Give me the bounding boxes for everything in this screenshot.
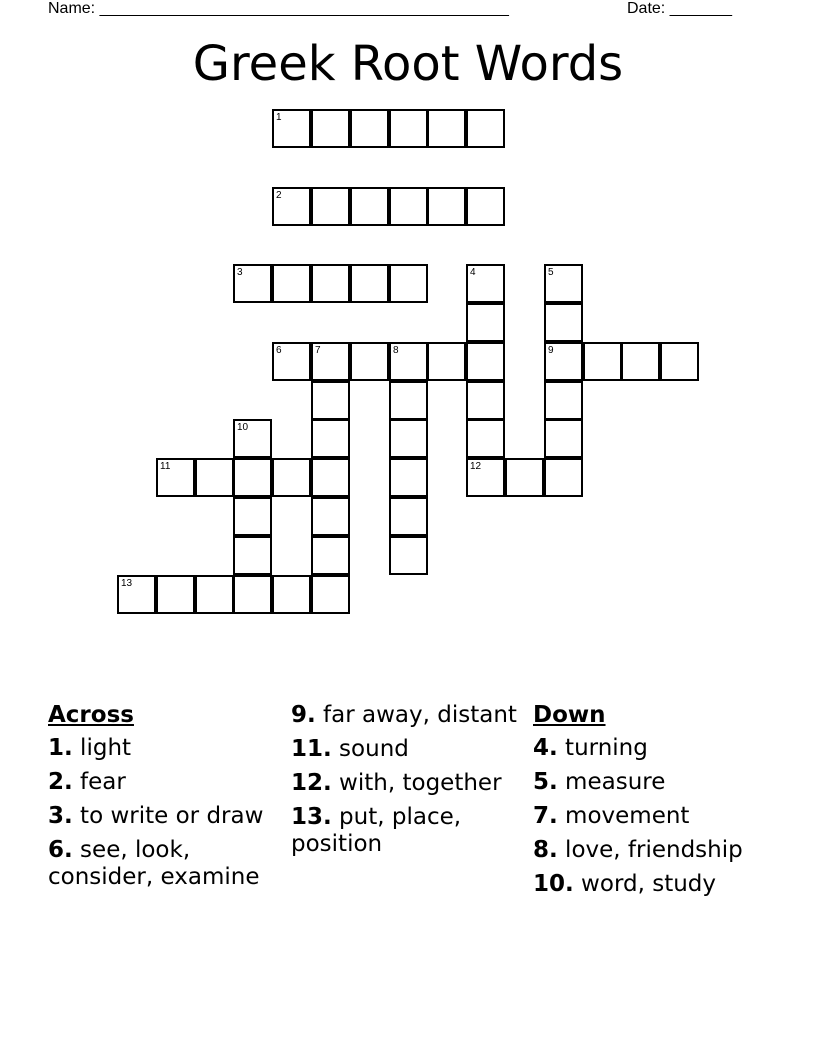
down-clue-5 [533,769,769,796]
grid-cell[interactable] [311,497,350,536]
grid-cell[interactable] [117,575,156,614]
grid-cell[interactable] [466,458,505,497]
across-clues-column-2 [291,702,527,865]
across-clue-13 [291,804,527,858]
grid-cell[interactable] [272,264,311,303]
clue-number-label: 6 [276,345,282,356]
grid-cell[interactable] [311,187,350,226]
grid-cell[interactable] [466,419,505,458]
clue-text: fear [72,769,126,795]
clue-number: 9. [291,702,316,728]
clue-number-label: 2 [276,190,282,201]
grid-cell[interactable] [272,575,311,614]
grid-cell[interactable] [389,381,428,420]
clue-number: 4. [533,735,558,761]
grid-cell[interactable] [195,458,234,497]
clue-text: put, place, position [291,804,462,857]
clue-number: 3. [48,803,73,829]
clue-number-label: 12 [470,461,482,472]
down-clue-10 [533,871,769,898]
grid-cell[interactable] [466,303,505,342]
grid-cell[interactable] [272,109,311,148]
clue-number-label: 7 [315,345,321,356]
grid-cell[interactable] [272,458,311,497]
clue-text: measure [557,769,666,795]
grid-cell[interactable] [389,109,428,148]
grid-cell[interactable] [311,109,350,148]
grid-cell[interactable] [311,575,350,614]
grid-cell[interactable] [311,342,350,381]
grid-cell[interactable] [389,536,428,575]
grid-cell[interactable] [233,497,272,536]
grid-cell[interactable] [544,264,583,303]
clue-text: sound [331,736,409,762]
grid-cell[interactable] [311,458,350,497]
grid-cell[interactable] [466,187,505,226]
grid-cell[interactable] [466,109,505,148]
across-clue-12 [291,770,527,797]
clue-text: with, together [331,770,502,796]
grid-cell[interactable] [505,458,544,497]
grid-cell[interactable] [272,187,311,226]
grid-cell[interactable] [544,419,583,458]
grid-cell[interactable] [544,303,583,342]
grid-cell[interactable] [350,342,389,381]
clue-number-label: 4 [470,267,476,278]
clue-text: light [72,735,132,761]
grid-cell[interactable] [427,187,466,226]
clue-text: see, look, consider, examine [48,837,260,890]
grid-cell[interactable] [621,342,660,381]
clue-number-label: 5 [548,267,554,278]
grid-cell[interactable] [272,342,311,381]
down-clue-7 [533,803,769,830]
clue-text: movement [557,803,690,829]
clue-number-label: 11 [160,461,171,472]
grid-cell[interactable] [195,575,234,614]
grid-cell[interactable] [544,342,583,381]
across-clue-1 [48,735,284,762]
grid-cell[interactable] [544,458,583,497]
down-clues-column [533,702,769,905]
clue-number-label: 13 [121,578,133,589]
clue-number: 7. [533,803,558,829]
grid-cell[interactable] [311,536,350,575]
name-field-line: Name: ______________________________________________ [48,0,509,17]
grid-cell[interactable] [233,575,272,614]
grid-cell[interactable] [466,342,505,381]
clue-number-label: 9 [548,345,554,356]
across-clue-3 [48,803,284,830]
clue-number: 5. [533,769,558,795]
grid-cell[interactable] [660,342,699,381]
grid-cell[interactable] [156,575,195,614]
clue-number: 8. [533,837,558,863]
clue-text: far away, distant [315,702,517,728]
clue-number: 6. [48,837,73,863]
clue-number: 2. [48,769,73,795]
clue-number: 1. [48,735,73,761]
clue-number: 12. [291,770,332,796]
clue-number-label: 8 [393,345,399,356]
grid-cell[interactable] [466,264,505,303]
grid-cell[interactable] [350,187,389,226]
grid-cell[interactable] [233,264,272,303]
grid-cell[interactable] [544,381,583,420]
grid-cell[interactable] [156,458,195,497]
grid-cell[interactable] [311,381,350,420]
across-clues-column-1 [48,702,284,898]
grid-cell[interactable] [311,419,350,458]
grid-cell[interactable] [350,264,389,303]
clue-number: 11. [291,736,332,762]
clue-text: love, friendship [557,837,743,863]
grid-cell[interactable] [466,381,505,420]
date-field-line: Date: _______ [627,0,732,17]
grid-cell[interactable] [233,458,272,497]
down-heading: Down [533,702,606,728]
clue-number-label: 10 [237,422,249,433]
clue-text: turning [557,735,648,761]
across-clue-2 [48,769,284,796]
grid-cell[interactable] [427,109,466,148]
clue-number: 10. [533,871,574,897]
clue-text: word, study [573,871,717,897]
grid-cell[interactable] [427,342,466,381]
grid-cell[interactable] [389,497,428,536]
down-clue-8 [533,837,769,864]
grid-cell[interactable] [389,458,428,497]
across-clue-9 [291,702,527,729]
across-clue-11 [291,736,527,763]
grid-cell[interactable] [389,342,428,381]
grid-cell[interactable] [389,419,428,458]
grid-cell[interactable] [233,419,272,458]
grid-cell[interactable] [311,264,350,303]
clue-number: 13. [291,804,332,830]
grid-cell[interactable] [350,109,389,148]
grid-cell[interactable] [583,342,622,381]
puzzle-title: Greek Root Words [192,36,624,92]
clue-number-label: 3 [237,267,243,278]
across-clue-6 [48,837,284,891]
clue-number-label: 1 [276,112,282,123]
grid-cell[interactable] [233,536,272,575]
grid-cell[interactable] [389,264,428,303]
clue-text: to write or draw [72,803,264,829]
across-heading: Across [48,702,134,728]
grid-cell[interactable] [389,187,428,226]
down-clue-4 [533,735,769,762]
